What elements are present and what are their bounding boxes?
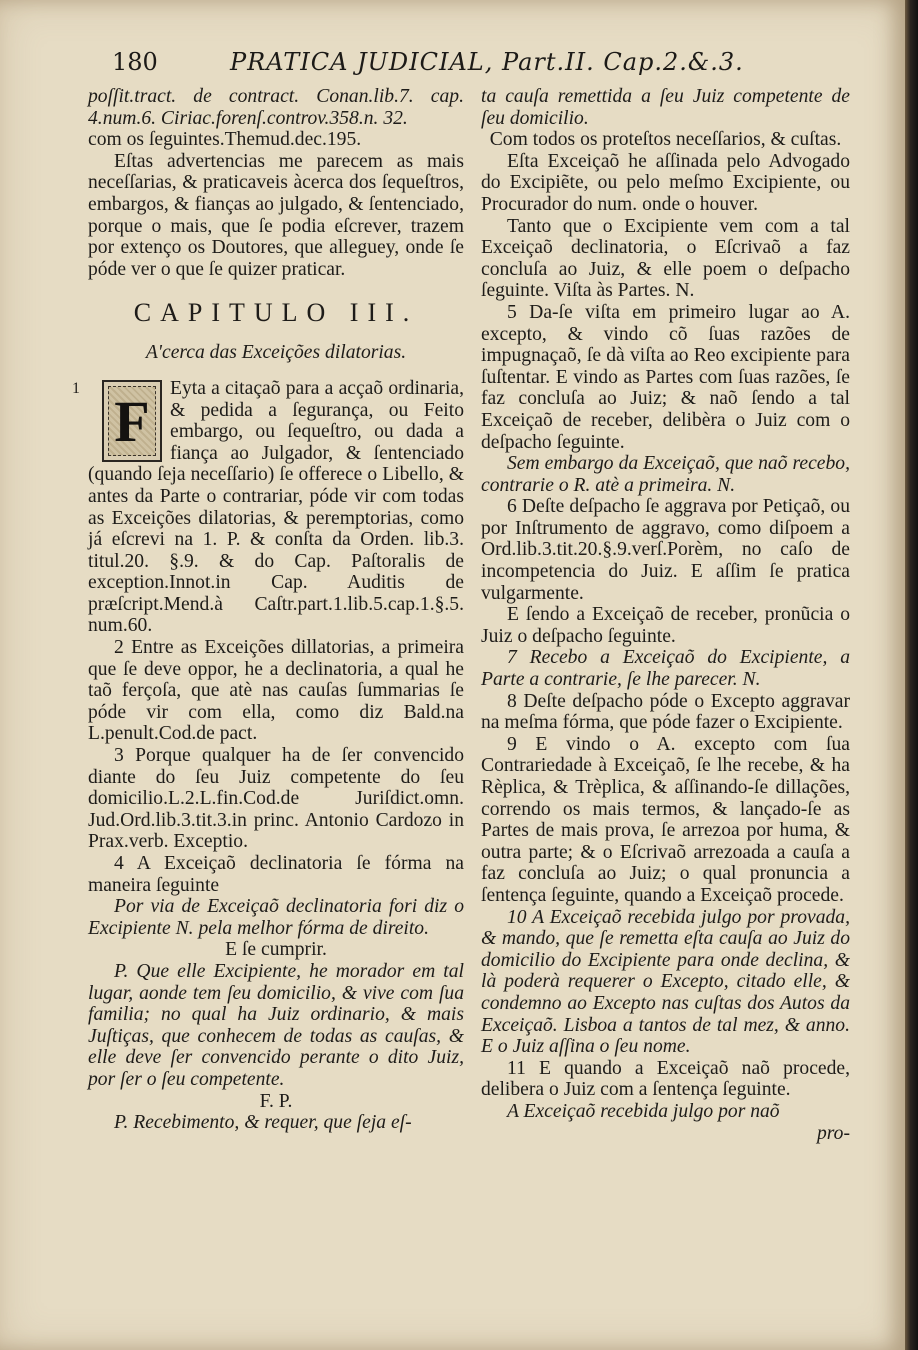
item-1	[72, 377, 464, 637]
item-5: 5 Da-ſe viſta em primeiro lugar ao A. excepto, & vindo cõ ſuas razões de impugnaçaõ, ſe dà viſta ao Reo excipiente para ſuſtentar. E vindo as Partes com ſuas razões, ſe faz concluſa ao Juiz; & naõ ſendo a tal Exceiçaõ de receber, delibèra o Juiz com o deſpacho ſeguinte.	[481, 301, 850, 453]
sentence-start: A Exceiçaõ recebida julgo por naõ	[507, 1100, 780, 1122]
right-column	[481, 86, 850, 1144]
decorated-initial	[102, 380, 162, 462]
citation-continuation: poſſit.tract. de contract. Conan.lib.7. cap. 4.num.6. Ciriac.forenſ.controv.358.n. 32.	[88, 86, 464, 129]
item-number: 1	[72, 379, 80, 397]
paragraph-advertencias: Eſtas advertencias me parecem as mais neceſſarias, & praticaveis àcerca dos ſequeſtros, embargos, & fianças ao julgado, & ſentenciado, porque o mais, que ſe podia eſcrever, trazem por extenço os Doutores, que alleguey, onde ſe póde ver o que ſe quizer praticar.	[88, 150, 464, 280]
catchword: pro-	[816, 1122, 850, 1144]
page-header	[112, 44, 862, 84]
form-opening: Por via de Exceiçaõ declinatoria fori diz o Excipiente N. pela melhor fórma de direito.	[88, 896, 464, 939]
item-6: 6 Deſte deſpacho ſe aggrava por Petiçaõ, ou por Inſtrumento de aggravo, como diſpoem a Ord.lib.3.tit.20.§.9.verſ.Porèm, no caſo de incompetencia do Juiz. E aſſim ſe pratica vulgarmente.	[481, 496, 850, 604]
decision-reject: Sem embargo da Exceiçaõ, que naõ recebo, contrarie o R. atè a primeira. N.	[481, 453, 850, 496]
item-2: 2 Entre as Exceições dillatorias, a primeira que ſe deve oppor, he a declinatoria, a qual he taõ ferçoſa, que atè nas cauſas ſummarias ſe póde vir com ella, como diz Bald.na L.penult.Cod.de pact.	[88, 637, 464, 745]
item-11: 11 E quando a Exceiçaõ naõ procede, delibera o Juiz com a ſentença ſeguinte.	[481, 1057, 850, 1101]
page-number: 180	[112, 48, 158, 76]
item-7: 7 Recebo a Exceiçaõ do Excipiente, a Parte a contrarie, ſe lhe parecer. N.	[481, 647, 850, 691]
item-4: 4 A Exceiçaõ declinatoria ſe fórma na maneira ſeguinte	[88, 853, 464, 896]
form-signature: F. P.	[259, 1090, 293, 1112]
item-10: 10 A Exceiçaõ recebida julgo por provada, & mando, que ſe remetta eſta cauſa ao Juiz do domicilio do Excipiente para onde declina, & là poderà requerer o Excepto, citado elle, & condemno ao Excepto nas cuſtas dos Autos da Exceiçaõ. Lisboa a tantos de tal mez, & anno. E o Juiz aſſina o ſeu nome.	[481, 906, 850, 1058]
form-article: P. Que elle Excipiente, he morador em tal lugar, aonde tem ſeu domicilio, & vive com ſua familia; no qual ha Juiz ordinario, & mais Juſtiças, que conhecem de todas as cauſas, & elle deve ſer convencido perante o dito Juiz, por ſer o ſeu competente.	[88, 960, 464, 1090]
running-title: PRATICA JUDICIAL, Part.II. Cap.2.&.3.	[230, 48, 744, 76]
paragraph-dispatch: Tanto que o Excipiente vem com a tal Exceiçaõ declinatoria, o Eſcrivaõ a faz concluſa ao Juiz, & elle poem o deſpacho ſeguinte. Viſta às Partes. N.	[481, 215, 850, 302]
citation-line: com os ſeguintes.Themud.dec.195.	[88, 129, 362, 151]
chapter-subtitle: A'cerca das Exceições dilatorias.	[145, 342, 407, 364]
item-1-text: Eyta a citaçaõ para a acçaõ ordinaria, & pedida a ſegurança, ou Feito embargo, ou ſequeſtro, ou dada a fiança ao Julgador, & ſentenciado (quando ſeja neceſſario) ſe offerece o Libello, & antes da Parte o contrariar, póde vir com todas as Exceições dilatorias, & peremptorias, como já eſcrevi na 1. P. & conſta da Orden. lib.3. titul.20. §.9. & do Cap. Paſtoralis de exception.Innot.in Cap. Auditis de præſcript.Mend.à Caſtr.part.1.lib.5.cap.1.§.5. num.60.	[88, 377, 464, 637]
item-8: 8 Deſte deſpacho póde o Excepto aggravar na meſma fórma, que póde fazer o Excipiente.	[481, 690, 850, 734]
book-edge	[905, 0, 918, 1350]
left-column	[72, 86, 464, 1134]
item-3: 3 Porque qualquer ha de ſer convencido diante do ſeu Juiz competente do ſeu domicilio.L.2.L.fin.Cod.de Juriſdict.omn. Jud.Ord.lib.3.tit.3.in princ. Antonio Cardozo in Prax.verb. Exceptio.	[88, 745, 464, 853]
paragraph-receive: E ſendo a Exceiçaõ de receber, pronũcia o Juiz o deſpacho ſeguinte.	[481, 604, 850, 647]
drop-cap-letter: F	[114, 388, 150, 454]
chapter-heading: CAPITULO III.	[133, 298, 419, 328]
item-9: 9 E vindo o A. excepto com ſua Contrariedade à Exceiçaõ, ſe lhe recebe, & ha Rèplica, & Trèplica, & aſſinando-ſe dillações, correndo os mais termos, & lançado-ſe as Partes de mais prova, ſe arrezoa por huma, & outra parte; & o Eſcrivaõ arrezoada a cauſa a faz concluſa ao Juiz; o qual pronuncia a ſentença ſeguinte, quando a Exceiçaõ procede.	[481, 733, 850, 906]
paragraph-signature: Eſta Exceiçaõ he aſſinada pelo Advogado do Excipiẽte, ou pelo meſmo Excipiente, ou Procurador do num. onde o houver.	[481, 150, 850, 215]
form-protest: Com todos os proteſtos neceſſarios, & cuſtas.	[489, 129, 842, 151]
form-continuation: ta cauſa remettida a ſeu Juiz competente de ſeu domicilio.	[481, 86, 850, 129]
form-clause: E ſe cumprir.	[225, 939, 327, 961]
form-request: P. Recebimento, & requer, que ſeja eſ-	[114, 1112, 412, 1134]
